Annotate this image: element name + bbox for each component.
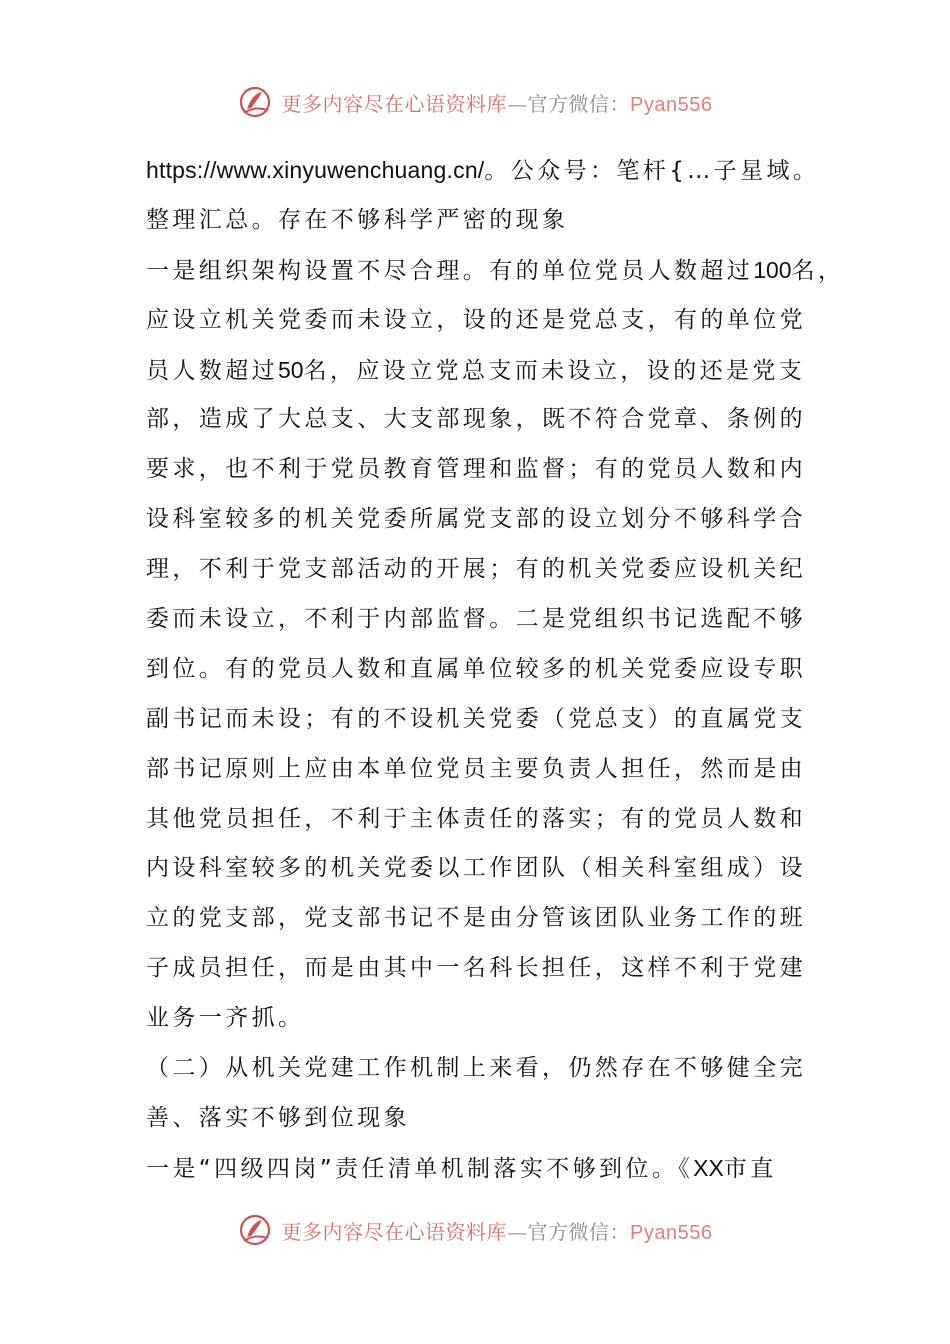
- section-heading-line: （二）从机关党建工作机制上来看，仍然存在不够健全完: [146, 1055, 806, 1082]
- text-line: 其他党员担任，不利于主体责任的落实；有的党员人数和: [146, 805, 806, 832]
- footer-dash: —: [507, 1219, 528, 1244]
- text-segment: 名，: [791, 257, 845, 284]
- text-line: 业务一齐抓。: [146, 1005, 305, 1032]
- text-line: [146, 146, 820, 196]
- number-segment: 50: [278, 356, 304, 383]
- text-line: 理，不利于党支部活动的开展；有的机关党委应设机关纪: [146, 556, 806, 583]
- text-segment: 一是组织架构设置不尽合理。有的单位党员人数超过: [146, 257, 754, 284]
- text-segment: XX: [693, 1154, 724, 1181]
- text-line: 内设科室较多的机关党委以工作团队（相关科室组成）设: [146, 855, 806, 882]
- text-segment: 员人数超过: [146, 357, 278, 384]
- header-official-label: 官方微信：: [527, 91, 631, 116]
- footer-official-label: 官方微信：: [527, 1219, 631, 1244]
- text-line: 应设立机关党委而未设立，设的还是党总支，有的单位党: [146, 306, 806, 333]
- header-dash: —: [507, 91, 528, 116]
- text-segment: 一是“四级四岗”责任清单机制落实不够到位。《: [146, 1155, 694, 1182]
- text-line: 整理汇总。存在不够科学严密的现象: [146, 206, 569, 233]
- text-line: [146, 246, 845, 296]
- document-body: [146, 146, 845, 1194]
- footer-banner: [0, 1208, 950, 1252]
- section-heading-line: 善、落实不够到位现象: [146, 1104, 410, 1131]
- text-line: 子成员担任，而是由其中一名科长担任，这样不利于党建: [146, 955, 806, 982]
- text-line: 副书记而未设；有的不设机关党委（党总支）的直属党支: [146, 705, 806, 732]
- text-line: 设科室较多的机关党委所属党支部的设立划分不够科学合: [146, 506, 806, 533]
- pen-signature-icon: [238, 84, 274, 120]
- text-segment: 。公众号：笔杆{…子星域。: [484, 158, 820, 184]
- text-line: 到位。有的党员人数和直属单位较多的机关党委应设专职: [146, 655, 806, 682]
- text-segment: 名，应设立党总支而未设立，设的还是党支: [303, 357, 806, 384]
- url-link[interactable]: https://www.xinyuwenchuang.cn/: [146, 157, 485, 183]
- text-line: 部书记原则上应由本单位党员主要负责人担任，然而是由: [146, 755, 806, 782]
- pen-signature-icon: [238, 1212, 274, 1248]
- text-line: 部，造成了大总支、大支部现象，既不符合党章、条例的: [146, 406, 806, 433]
- header-banner: [0, 80, 950, 124]
- footer-brand-text: 更多内容尽在心语资料库: [281, 1219, 508, 1244]
- text-segment: 市直: [723, 1155, 777, 1182]
- footer-wechat-handle: Pyan556: [630, 1221, 713, 1244]
- text-line: [146, 346, 816, 396]
- text-line: 委而未设立，不利于内部监督。二是党组织书记选配不够: [146, 606, 806, 633]
- text-line: 要求，也不利于党员教育管理和监督；有的党员人数和内: [146, 456, 806, 483]
- header-wechat-handle: Pyan556: [630, 93, 713, 116]
- text-line: [146, 1144, 816, 1194]
- text-line: 立的党支部，党支部书记不是由分管该团队业务工作的班: [146, 905, 806, 932]
- header-brand-text: 更多内容尽在心语资料库: [281, 91, 508, 116]
- number-segment: 100: [753, 256, 792, 283]
